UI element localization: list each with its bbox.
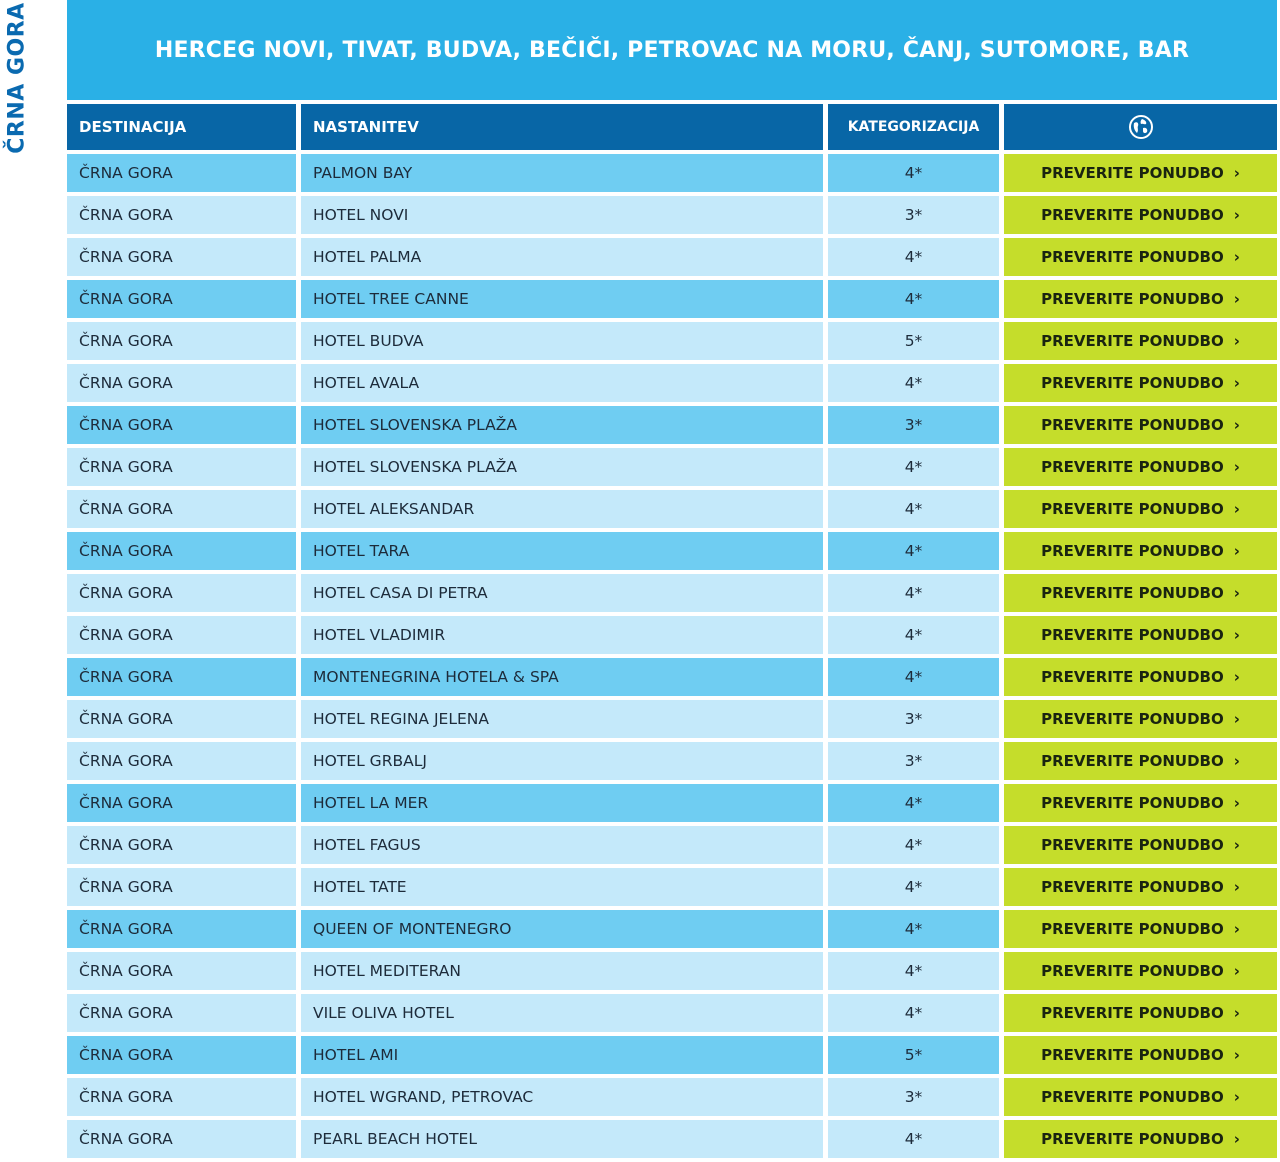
check-offer-button[interactable] [1004, 238, 1277, 276]
category-cell: 4* [828, 910, 999, 948]
table-row [67, 1078, 1277, 1116]
table-row [67, 1036, 1277, 1074]
table-row [67, 616, 1277, 654]
hotel-name-cell: VILE OLIVA HOTEL [301, 994, 823, 1032]
chevron-right-icon: › [1233, 290, 1240, 308]
check-offer-button[interactable] [1004, 910, 1277, 948]
header-category: KATEGORIZACIJA [828, 104, 999, 150]
destination-cell: ČRNA GORA [67, 910, 296, 948]
check-offer-label: PREVERITE PONUDBO [1041, 626, 1224, 644]
check-offer-button[interactable] [1004, 574, 1277, 612]
check-offer-button[interactable] [1004, 448, 1277, 486]
check-offer-button[interactable] [1004, 616, 1277, 654]
hotel-name-cell: PEARL BEACH HOTEL [301, 1120, 823, 1158]
destination-cell: ČRNA GORA [67, 448, 296, 486]
destination-cell: ČRNA GORA [67, 154, 296, 192]
category-cell: 4* [828, 784, 999, 822]
chevron-right-icon: › [1233, 920, 1240, 938]
chevron-right-icon: › [1233, 500, 1240, 518]
hotel-name-cell: HOTEL NOVI [301, 196, 823, 234]
chevron-right-icon: › [1233, 458, 1240, 476]
table-row [67, 406, 1277, 444]
category-cell: 3* [828, 406, 999, 444]
category-cell: 4* [828, 952, 999, 990]
check-offer-button[interactable] [1004, 196, 1277, 234]
chevron-right-icon: › [1233, 1046, 1240, 1064]
category-cell: 4* [828, 826, 999, 864]
hotel-name-cell: HOTEL REGINA JELENA [301, 700, 823, 738]
category-cell: 3* [828, 196, 999, 234]
check-offer-label: PREVERITE PONUDBO [1041, 1088, 1224, 1106]
check-offer-label: PREVERITE PONUDBO [1041, 584, 1224, 602]
check-offer-button[interactable] [1004, 952, 1277, 990]
hotel-name-cell: PALMON BAY [301, 154, 823, 192]
chevron-right-icon: › [1233, 794, 1240, 812]
check-offer-button[interactable] [1004, 1036, 1277, 1074]
chevron-right-icon: › [1233, 164, 1240, 182]
destination-cell: ČRNA GORA [67, 280, 296, 318]
check-offer-label: PREVERITE PONUDBO [1041, 374, 1224, 392]
check-offer-label: PREVERITE PONUDBO [1041, 1046, 1224, 1064]
check-offer-button[interactable] [1004, 826, 1277, 864]
check-offer-button[interactable] [1004, 490, 1277, 528]
check-offer-label: PREVERITE PONUDBO [1041, 710, 1224, 728]
category-cell: 4* [828, 448, 999, 486]
destination-cell: ČRNA GORA [67, 364, 296, 402]
check-offer-label: PREVERITE PONUDBO [1041, 794, 1224, 812]
table-row [67, 196, 1277, 234]
destination-cell: ČRNA GORA [67, 742, 296, 780]
destination-cell: ČRNA GORA [67, 574, 296, 612]
check-offer-button[interactable] [1004, 700, 1277, 738]
category-cell: 5* [828, 322, 999, 360]
table-row [67, 280, 1277, 318]
hotel-name-cell: HOTEL CASA DI PETRA [301, 574, 823, 612]
hotel-name-cell: HOTEL LA MER [301, 784, 823, 822]
table-row [67, 658, 1277, 696]
category-cell: 4* [828, 616, 999, 654]
chevron-right-icon: › [1233, 626, 1240, 644]
side-label [0, 0, 34, 160]
check-offer-label: PREVERITE PONUDBO [1041, 500, 1224, 518]
chevron-right-icon: › [1233, 206, 1240, 224]
table-row [67, 826, 1277, 864]
table-row [67, 868, 1277, 906]
chevron-right-icon: › [1233, 416, 1240, 434]
category-cell: 4* [828, 574, 999, 612]
check-offer-label: PREVERITE PONUDBO [1041, 416, 1224, 434]
hotel-name-cell: HOTEL MEDITERAN [301, 952, 823, 990]
header-destination: DESTINACIJA [67, 104, 296, 150]
chevron-right-icon: › [1233, 584, 1240, 602]
table-header [67, 104, 1277, 150]
destination-cell: ČRNA GORA [67, 658, 296, 696]
chevron-right-icon: › [1233, 710, 1240, 728]
category-cell: 4* [828, 994, 999, 1032]
table-row [67, 1120, 1277, 1158]
category-cell: 4* [828, 154, 999, 192]
table-body [67, 154, 1277, 1158]
check-offer-button[interactable] [1004, 868, 1277, 906]
hotel-name-cell: HOTEL AVALA [301, 364, 823, 402]
check-offer-button[interactable] [1004, 364, 1277, 402]
category-cell: 4* [828, 364, 999, 402]
table-row [67, 952, 1277, 990]
check-offer-button[interactable] [1004, 280, 1277, 318]
destination-cell: ČRNA GORA [67, 1078, 296, 1116]
table-row [67, 490, 1277, 528]
destination-cell: ČRNA GORA [67, 1120, 296, 1158]
hotel-name-cell: HOTEL SLOVENSKA PLAŽA [301, 406, 823, 444]
globe-icon [1128, 114, 1154, 140]
chevron-right-icon: › [1233, 668, 1240, 686]
destination-cell: ČRNA GORA [67, 952, 296, 990]
category-cell: 4* [828, 490, 999, 528]
check-offer-button[interactable] [1004, 1120, 1277, 1158]
chevron-right-icon: › [1233, 332, 1240, 350]
table-row [67, 532, 1277, 570]
table-row [67, 994, 1277, 1032]
hotel-name-cell: HOTEL AMI [301, 1036, 823, 1074]
hotel-name-cell: HOTEL TATE [301, 868, 823, 906]
check-offer-label: PREVERITE PONUDBO [1041, 1004, 1224, 1022]
destination-cell: ČRNA GORA [67, 1036, 296, 1074]
category-cell: 3* [828, 742, 999, 780]
hotel-name-cell: HOTEL VLADIMIR [301, 616, 823, 654]
category-cell: 5* [828, 1036, 999, 1074]
destination-cell: ČRNA GORA [67, 784, 296, 822]
check-offer-button[interactable] [1004, 742, 1277, 780]
table-row [67, 448, 1277, 486]
check-offer-label: PREVERITE PONUDBO [1041, 920, 1224, 938]
table-row [67, 322, 1277, 360]
chevron-right-icon: › [1233, 1130, 1240, 1148]
category-cell: 4* [828, 658, 999, 696]
chevron-right-icon: › [1233, 1004, 1240, 1022]
chevron-right-icon: › [1233, 962, 1240, 980]
table-row [67, 700, 1277, 738]
check-offer-button[interactable] [1004, 784, 1277, 822]
check-offer-label: PREVERITE PONUDBO [1041, 668, 1224, 686]
chevron-right-icon: › [1233, 374, 1240, 392]
table-row [67, 154, 1277, 192]
check-offer-label: PREVERITE PONUDBO [1041, 542, 1224, 560]
check-offer-button[interactable] [1004, 1078, 1277, 1116]
destination-cell: ČRNA GORA [67, 826, 296, 864]
category-cell: 4* [828, 532, 999, 570]
check-offer-button[interactable] [1004, 322, 1277, 360]
hotel-table [67, 104, 1277, 1162]
chevron-right-icon: › [1233, 542, 1240, 560]
hotel-name-cell: HOTEL TREE CANNE [301, 280, 823, 318]
check-offer-button[interactable] [1004, 154, 1277, 192]
category-cell: 4* [828, 1120, 999, 1158]
check-offer-label: PREVERITE PONUDBO [1041, 1130, 1224, 1148]
destination-cell: ČRNA GORA [67, 196, 296, 234]
header-link [1004, 104, 1277, 150]
hotel-name-cell: MONTENEGRINA HOTELA & SPA [301, 658, 823, 696]
destination-cell: ČRNA GORA [67, 406, 296, 444]
check-offer-label: PREVERITE PONUDBO [1041, 206, 1224, 224]
side-label-text: ČRNA GORA [4, 2, 30, 154]
destination-cell: ČRNA GORA [67, 994, 296, 1032]
destination-cell: ČRNA GORA [67, 322, 296, 360]
table-row [67, 364, 1277, 402]
check-offer-button[interactable] [1004, 406, 1277, 444]
hotel-name-cell: HOTEL PALMA [301, 238, 823, 276]
check-offer-button[interactable] [1004, 994, 1277, 1032]
header-accommodation: NASTANITEV [301, 104, 823, 150]
destination-cell: ČRNA GORA [67, 490, 296, 528]
check-offer-label: PREVERITE PONUDBO [1041, 752, 1224, 770]
table-row [67, 574, 1277, 612]
hotel-name-cell: QUEEN OF MONTENEGRO [301, 910, 823, 948]
table-row [67, 784, 1277, 822]
check-offer-label: PREVERITE PONUDBO [1041, 332, 1224, 350]
hotel-name-cell: HOTEL WGRAND, PETROVAC [301, 1078, 823, 1116]
check-offer-label: PREVERITE PONUDBO [1041, 458, 1224, 476]
check-offer-label: PREVERITE PONUDBO [1041, 290, 1224, 308]
hotel-name-cell: HOTEL BUDVA [301, 322, 823, 360]
destination-cell: ČRNA GORA [67, 238, 296, 276]
chevron-right-icon: › [1233, 752, 1240, 770]
banner-title: HERCEG NOVI, TIVAT, BUDVA, BEČIČI, PETROVAC NA MORU, ČANJ, SUTOMORE, BAR [154, 37, 1190, 63]
hotel-name-cell: HOTEL GRBALJ [301, 742, 823, 780]
table-row [67, 742, 1277, 780]
category-cell: 4* [828, 868, 999, 906]
chevron-right-icon: › [1233, 836, 1240, 854]
check-offer-button[interactable] [1004, 532, 1277, 570]
check-offer-label: PREVERITE PONUDBO [1041, 836, 1224, 854]
region-banner [67, 0, 1277, 100]
check-offer-button[interactable] [1004, 658, 1277, 696]
check-offer-label: PREVERITE PONUDBO [1041, 248, 1224, 266]
category-cell: 3* [828, 1078, 999, 1116]
destination-cell: ČRNA GORA [67, 532, 296, 570]
category-cell: 4* [828, 238, 999, 276]
destination-cell: ČRNA GORA [67, 700, 296, 738]
hotel-name-cell: HOTEL FAGUS [301, 826, 823, 864]
chevron-right-icon: › [1233, 1088, 1240, 1106]
category-cell: 4* [828, 280, 999, 318]
hotel-name-cell: HOTEL ALEKSANDAR [301, 490, 823, 528]
table-row [67, 238, 1277, 276]
chevron-right-icon: › [1233, 248, 1240, 266]
table-row [67, 910, 1277, 948]
category-cell: 3* [828, 700, 999, 738]
check-offer-label: PREVERITE PONUDBO [1041, 962, 1224, 980]
destination-cell: ČRNA GORA [67, 868, 296, 906]
check-offer-label: PREVERITE PONUDBO [1041, 164, 1224, 182]
destination-cell: ČRNA GORA [67, 616, 296, 654]
hotel-name-cell: HOTEL SLOVENSKA PLAŽA [301, 448, 823, 486]
chevron-right-icon: › [1233, 878, 1240, 896]
hotel-name-cell: HOTEL TARA [301, 532, 823, 570]
check-offer-label: PREVERITE PONUDBO [1041, 878, 1224, 896]
